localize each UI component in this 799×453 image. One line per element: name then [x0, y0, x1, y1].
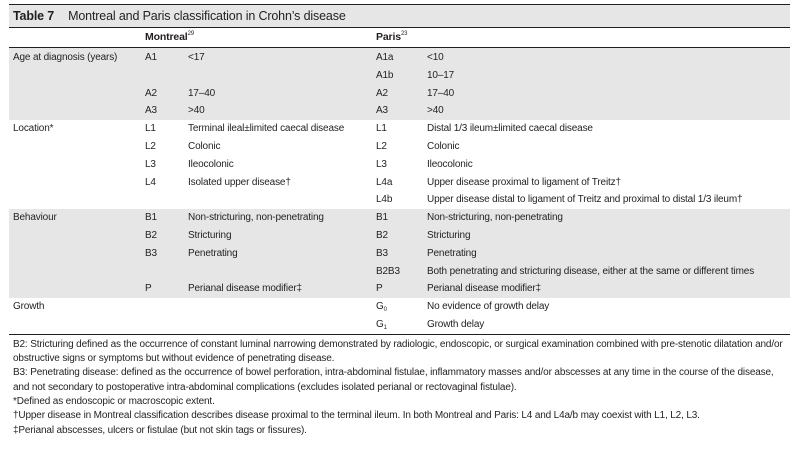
paris-description: Stricturing — [427, 229, 471, 241]
montreal-label: Montreal — [145, 31, 188, 43]
montreal-description: 17–40 — [188, 87, 216, 99]
montreal-column-header — [145, 31, 194, 43]
table-group — [9, 209, 790, 298]
paris-code: P — [376, 283, 383, 295]
montreal-description: Terminal ileal±limited caecal disease — [188, 123, 345, 135]
paris-description: Colonic — [427, 140, 460, 152]
paris-code: L1 — [376, 123, 387, 135]
montreal-code: A1 — [145, 52, 157, 63]
paris-code: L4b — [376, 194, 393, 206]
montreal-code: B3 — [145, 247, 157, 259]
montreal-description: Penetrating — [188, 247, 238, 259]
montreal-code: B2 — [145, 229, 157, 241]
table-row — [9, 156, 790, 174]
paris-description: Penetrating — [427, 247, 477, 259]
montreal-code: L4 — [145, 176, 156, 188]
classification-table — [9, 4, 790, 438]
table-row — [9, 316, 790, 334]
table-row — [9, 120, 790, 138]
paris-code — [376, 319, 387, 331]
montreal-description: Stricturing — [188, 229, 232, 241]
paris-code: L2 — [376, 140, 387, 152]
paris-description: >40 — [427, 105, 444, 117]
footnote: ‡Perianal abscesses, ulcers or fistulae (but not skin tags or fissures). — [13, 424, 307, 436]
montreal-code: L1 — [145, 123, 156, 135]
paris-code: A1a — [376, 52, 394, 63]
footnote: *Defined as endoscopic or macroscopic extent. — [13, 395, 215, 407]
paris-reference: 23 — [400, 31, 408, 37]
paris-description: Both penetrating and stricturing disease, either at the same or different times — [427, 265, 755, 277]
montreal-code: L2 — [145, 140, 156, 152]
table-row — [9, 174, 790, 192]
montreal-description: Isolated upper disease† — [188, 176, 291, 188]
montreal-description: Colonic — [188, 140, 221, 152]
montreal-description: >40 — [188, 105, 205, 117]
paris-code-letter: G — [376, 318, 384, 330]
category-label: Age at diagnosis (years) — [13, 52, 118, 63]
paris-description: No evidence of growth delay — [427, 301, 550, 313]
paris-code: A3 — [376, 105, 388, 117]
table-group — [9, 120, 790, 209]
table-row — [9, 138, 790, 156]
paris-code-subscript: 1 — [383, 324, 387, 331]
paris-description: Distal 1/3 ileum±limited caecal disease — [427, 123, 593, 135]
paris-description: Growth delay — [427, 318, 485, 330]
paris-code: B1 — [376, 212, 388, 224]
table-caption — [9, 4, 790, 28]
table-row — [9, 263, 790, 281]
table-row — [9, 245, 790, 263]
paris-code-letter: G — [376, 301, 384, 313]
table-row — [9, 191, 790, 209]
table-body — [9, 48, 790, 334]
montreal-description: Perianal disease modifier‡ — [188, 283, 302, 295]
paris-code: L3 — [376, 158, 387, 170]
category-label: Location* — [13, 123, 54, 135]
montreal-description: Ileocolonic — [188, 158, 234, 170]
paris-code — [376, 301, 387, 313]
table-title: Montreal and Paris classification in Crohn’s disease — [68, 9, 346, 23]
footnote: B3: Penetrating disease: defined as the occurrence of bowel perforation, intra-abdominal fistulae, inflammatory masses and/or abscesses at any time in the course of the disease, and not secondary to postoperative intra-abdominal complications (excludes isolated perianal or rectovaginal fistulae). — [13, 367, 774, 393]
footnote: B2: Stricturing defined as the occurrence of constant luminal narrowing demonstrated by radiologic, endoscopic, or surgical examination combined with pre-stenotic dilatation and/or obstructive signs or symptoms but without evidence of penetrating disease. — [13, 338, 783, 365]
table-number: Table 7 — [13, 9, 55, 23]
montreal-code: P — [145, 283, 152, 295]
table-group — [9, 298, 790, 334]
paris-code-subscript: 0 — [383, 307, 387, 314]
table-row — [9, 280, 790, 298]
table-row — [9, 227, 790, 245]
table-row — [9, 102, 790, 120]
table-row — [9, 209, 790, 227]
montreal-code: A2 — [145, 87, 157, 99]
table-row — [9, 298, 790, 316]
montreal-description: Non-stricturing, non-penetrating — [188, 212, 324, 224]
paris-column-header — [376, 31, 407, 43]
paris-code: B2 — [376, 229, 388, 241]
paris-description: Perianal disease modifier‡ — [427, 283, 541, 295]
table-row — [9, 49, 790, 67]
paris-description: Ileocolonic — [427, 158, 473, 170]
table-group — [9, 48, 790, 120]
paris-description: 17–40 — [427, 87, 455, 99]
paris-code: B2B3 — [376, 265, 400, 277]
paris-code: B3 — [376, 247, 388, 259]
montreal-code: B1 — [145, 212, 157, 224]
paris-label: Paris — [376, 31, 401, 43]
footnote: †Upper disease in Montreal classification describes disease proximal to the terminal ileum. In both Montreal and Paris: L4 and L4a/b may coexist with L1, L2, L3. — [13, 410, 700, 422]
category-label: Behaviour — [13, 212, 57, 224]
paris-description: Upper disease distal to ligament of Treitz and proximal to distal 1/3 ileum† — [427, 194, 743, 206]
montreal-reference: 29 — [187, 31, 194, 37]
paris-code: A1b — [376, 69, 394, 81]
column-header-row — [9, 28, 790, 48]
paris-description: Upper disease proximal to ligament of Treitz† — [427, 176, 621, 188]
montreal-code: A3 — [145, 105, 157, 117]
paris-description: 10–17 — [427, 69, 455, 81]
paris-description: <10 — [427, 52, 444, 63]
table-row — [9, 67, 790, 85]
paris-description: Non-stricturing, non-penetrating — [427, 212, 563, 224]
montreal-code: L3 — [145, 158, 156, 170]
paris-code: A2 — [376, 87, 388, 99]
paris-code: L4a — [376, 176, 393, 188]
category-label: Growth — [13, 301, 45, 313]
table-row — [9, 85, 790, 103]
table-footnotes — [9, 334, 790, 438]
montreal-description: <17 — [188, 52, 205, 63]
